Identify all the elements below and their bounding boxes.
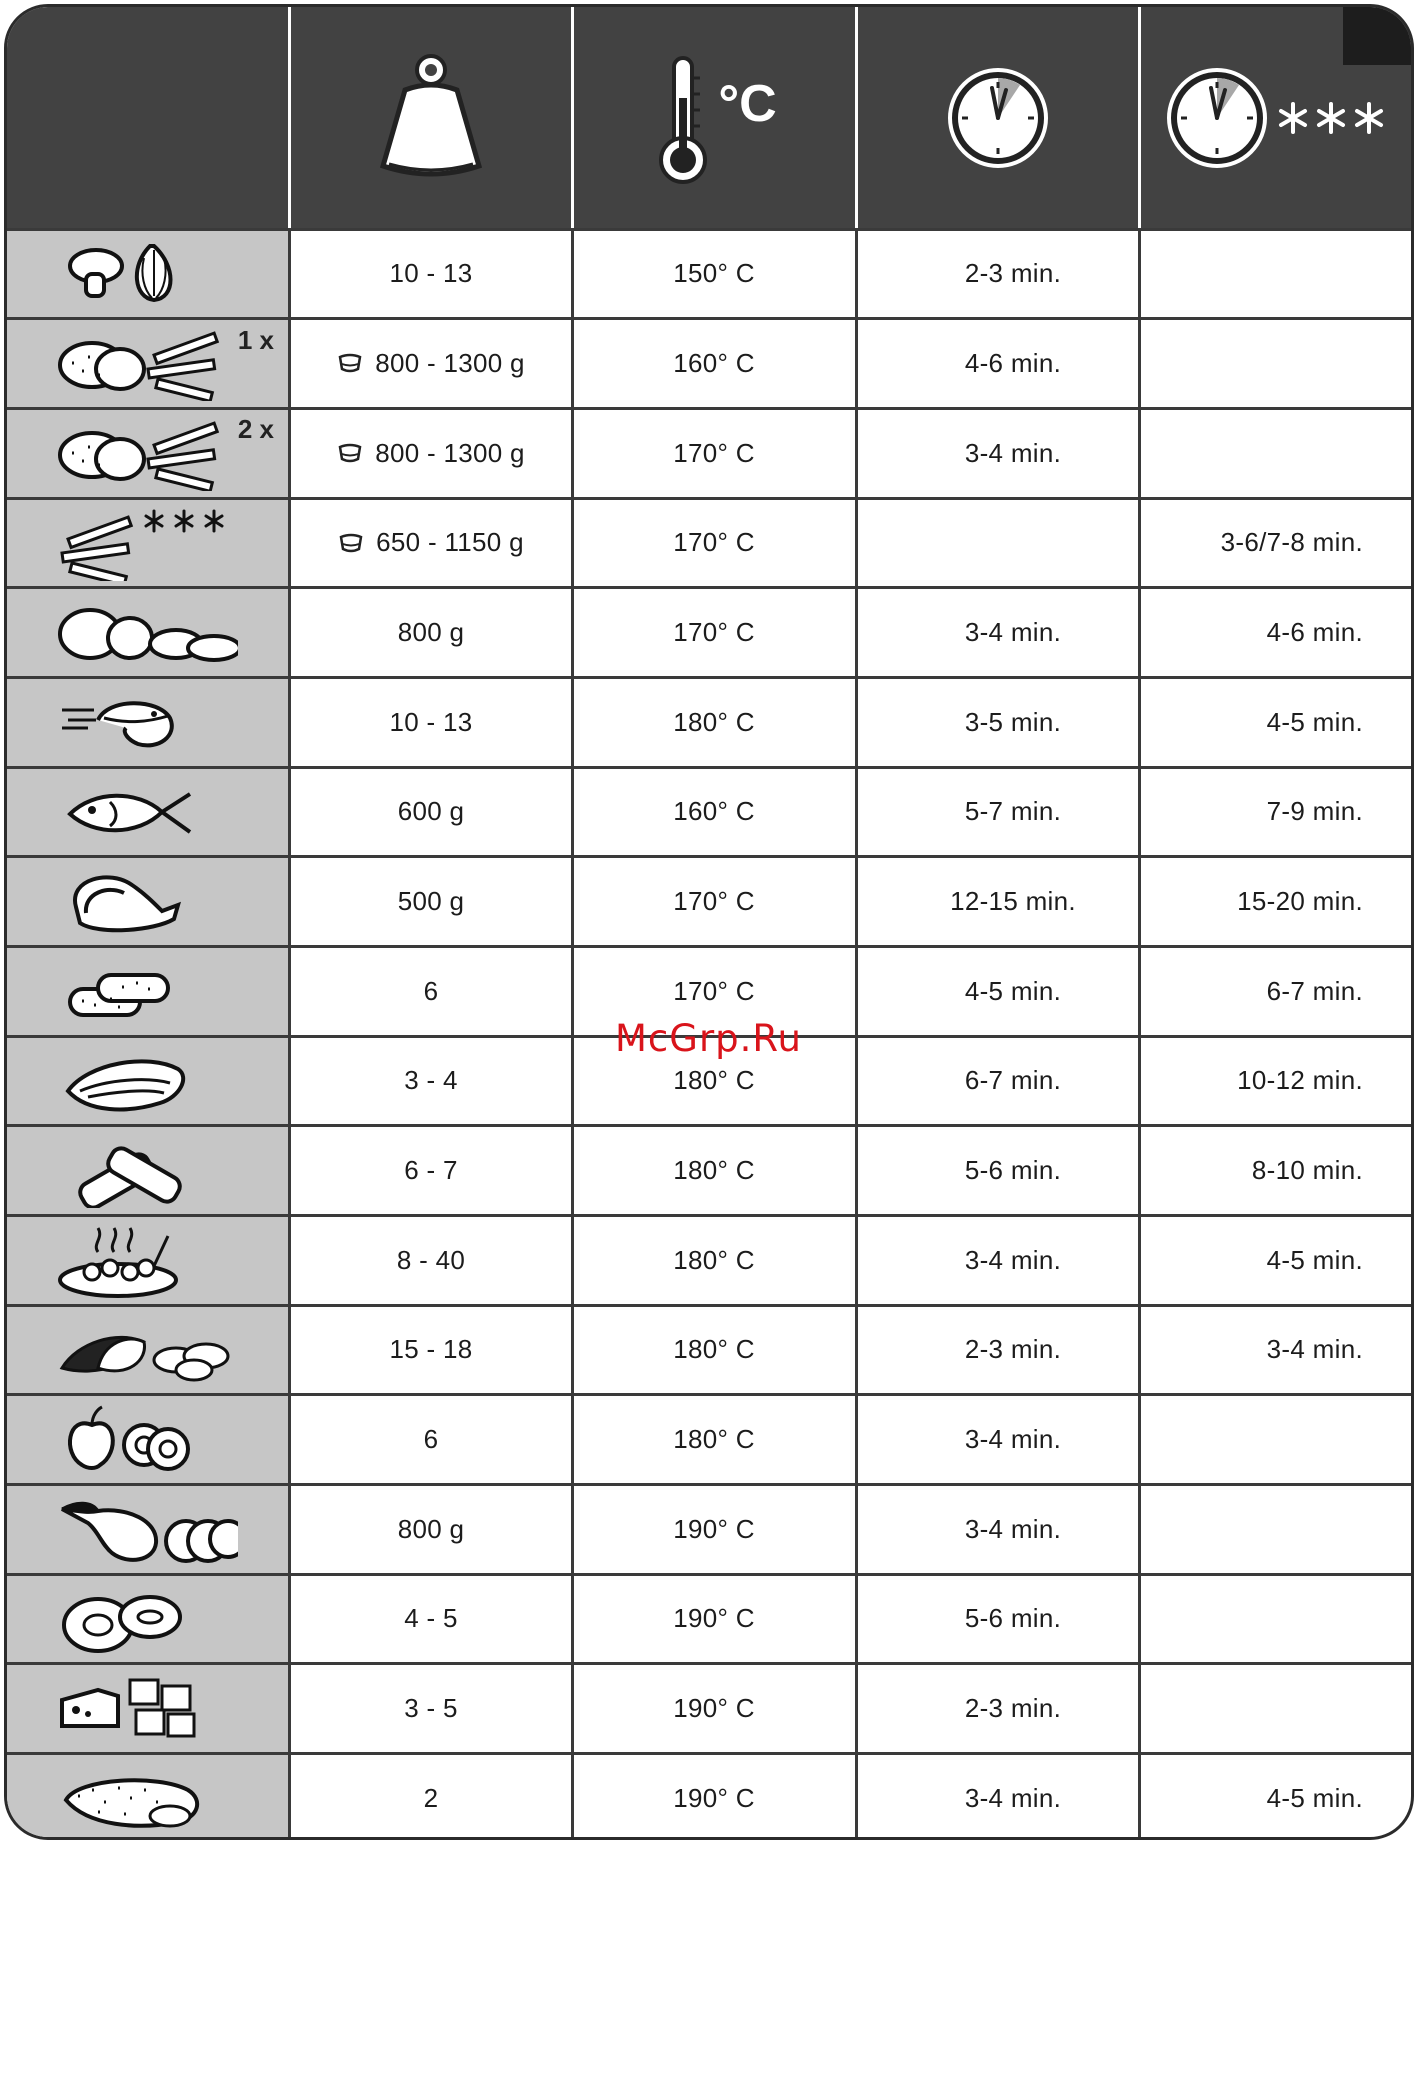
quantity-cell bbox=[291, 1484, 571, 1574]
quantity-value: 800 g bbox=[397, 1513, 465, 1544]
apple-rings-icon bbox=[58, 1401, 238, 1477]
quantity-value: 800 - 1300 g bbox=[375, 347, 525, 378]
frozen-time-value: 6-7 min. bbox=[1266, 975, 1363, 1006]
frozen-time-cell bbox=[1141, 767, 1413, 857]
header-time-cell bbox=[858, 7, 1138, 229]
table-row bbox=[7, 498, 1411, 588]
row-divider bbox=[7, 317, 1411, 320]
basket-icon bbox=[338, 533, 364, 553]
time-value: 6-7 min. bbox=[964, 1065, 1062, 1096]
potato-fries-icon bbox=[58, 415, 238, 491]
corner-block bbox=[1343, 7, 1411, 65]
temperature-cell bbox=[574, 498, 854, 588]
time-value: 3-4 min. bbox=[964, 1513, 1062, 1544]
temperature-value: 190° C bbox=[673, 1513, 755, 1544]
mussels-icon bbox=[58, 1312, 238, 1388]
time-value: 2-3 min. bbox=[964, 1334, 1062, 1365]
time-value: 3-4 min. bbox=[964, 616, 1062, 647]
temperature-value: 180° C bbox=[673, 1244, 755, 1275]
quantity-cell bbox=[291, 946, 571, 1036]
row-divider bbox=[7, 1124, 1411, 1127]
time-cell bbox=[858, 1036, 1138, 1126]
frozen-time-cell bbox=[1141, 946, 1413, 1036]
table-row bbox=[7, 1395, 1411, 1485]
pass-count-tag: 2 x bbox=[237, 414, 274, 445]
temperature-cell bbox=[574, 1484, 854, 1574]
header-temperature-cell bbox=[574, 7, 855, 229]
frozen-time-value: 8-10 min. bbox=[1251, 1154, 1363, 1185]
fondue-plate-icon bbox=[58, 1222, 238, 1298]
quantity-value: 600 g bbox=[397, 796, 465, 827]
temperature-value: 190° C bbox=[673, 1692, 755, 1723]
food-icon-cell bbox=[7, 1664, 288, 1754]
quantity-cell bbox=[291, 408, 571, 498]
frozen-time-cell bbox=[1141, 1126, 1413, 1216]
snowflakes-icon bbox=[1273, 98, 1393, 138]
frozen-time-value: 4-6 min. bbox=[1266, 616, 1363, 647]
time-cell bbox=[858, 319, 1138, 409]
row-divider bbox=[7, 497, 1411, 500]
frozen-time-cell bbox=[1141, 588, 1413, 678]
onion-rings-icon bbox=[58, 1581, 238, 1657]
frozen-time-cell bbox=[1141, 1484, 1413, 1574]
food-icon-cell bbox=[7, 767, 288, 857]
frozen-time-cell bbox=[1141, 1753, 1413, 1840]
basket-icon bbox=[337, 353, 363, 373]
quantity-cell bbox=[291, 498, 571, 588]
frozen-time-cell bbox=[1141, 408, 1413, 498]
food-icon-cell bbox=[7, 1215, 288, 1305]
food-icon-cell bbox=[7, 588, 288, 678]
table-row bbox=[7, 319, 1411, 409]
header-weight-cell bbox=[291, 7, 571, 229]
frozen-time-cell bbox=[1141, 677, 1413, 767]
table-row bbox=[7, 1664, 1411, 1754]
quantity-value: 4 - 5 bbox=[404, 1603, 458, 1634]
temperature-value: 180° C bbox=[673, 1154, 755, 1185]
watermark: McGrp.Ru bbox=[615, 1017, 802, 1060]
quantity-value: 500 g bbox=[397, 885, 465, 916]
quantity-value: 10 - 13 bbox=[389, 258, 473, 289]
quantity-cell bbox=[291, 319, 571, 409]
time-value: 5-6 min. bbox=[964, 1603, 1062, 1634]
row-divider bbox=[7, 586, 1411, 589]
quantity-cell bbox=[291, 1574, 571, 1664]
row-divider bbox=[7, 676, 1411, 679]
shrimp-icon bbox=[58, 684, 238, 760]
time-value: 3-5 min. bbox=[964, 706, 1062, 737]
food-icon-cell bbox=[7, 857, 288, 947]
temperature-cell bbox=[574, 319, 854, 409]
temperature-value: 150° C bbox=[673, 258, 755, 289]
table-row bbox=[7, 1215, 1411, 1305]
frozen-time-value: 3-6/7-8 min. bbox=[1220, 527, 1363, 558]
time-value: 3-4 min. bbox=[964, 1244, 1062, 1275]
food-icon-cell bbox=[7, 1036, 288, 1126]
row-divider bbox=[7, 855, 1411, 858]
frozen-time-cell bbox=[1141, 1215, 1413, 1305]
breaded-escalope-icon bbox=[58, 1760, 238, 1836]
eggplant-slices-icon bbox=[58, 1491, 238, 1567]
table-row bbox=[7, 1484, 1411, 1574]
table-row bbox=[7, 1574, 1411, 1664]
frozen-time-cell bbox=[1141, 1395, 1413, 1485]
food-icon-cell bbox=[7, 1126, 288, 1216]
row-divider bbox=[7, 1752, 1411, 1755]
time-cell bbox=[858, 767, 1138, 857]
frozen-time-value: 4-5 min. bbox=[1266, 706, 1363, 737]
chicken-icon bbox=[58, 863, 238, 939]
time-value: 3-4 min. bbox=[964, 437, 1062, 468]
time-cell bbox=[858, 1664, 1138, 1754]
temperature-cell bbox=[574, 677, 854, 767]
temperature-value: 170° C bbox=[673, 527, 755, 558]
row-divider bbox=[7, 766, 1411, 769]
temperature-value: 170° C bbox=[673, 616, 755, 647]
quantity-cell bbox=[291, 767, 571, 857]
frozen-time-value: 7-9 min. bbox=[1266, 796, 1363, 827]
croquettes-icon bbox=[58, 953, 238, 1029]
time-cell bbox=[858, 946, 1138, 1036]
time-cell bbox=[858, 1753, 1138, 1840]
temperature-cell bbox=[574, 1664, 854, 1754]
food-icon-cell bbox=[7, 1574, 288, 1664]
food-icon-cell bbox=[7, 319, 288, 409]
quantity-value: 6 - 7 bbox=[404, 1154, 458, 1185]
temperature-cell bbox=[574, 1753, 854, 1840]
food-icon-cell bbox=[7, 408, 288, 498]
frozen-time-value: 3-4 min. bbox=[1266, 1334, 1363, 1365]
time-cell bbox=[858, 498, 1138, 588]
time-cell bbox=[858, 857, 1138, 947]
frozen-time-cell bbox=[1141, 857, 1413, 947]
frozen-time-cell bbox=[1141, 498, 1413, 588]
quantity-value: 2 bbox=[423, 1782, 439, 1813]
row-divider bbox=[7, 1573, 1411, 1576]
temperature-value: 180° C bbox=[673, 1334, 755, 1365]
time-cell bbox=[858, 1215, 1138, 1305]
clock-icon bbox=[946, 66, 1050, 170]
table-row bbox=[7, 588, 1411, 678]
table-row bbox=[7, 677, 1411, 767]
time-cell bbox=[858, 1395, 1138, 1485]
quantity-cell bbox=[291, 1664, 571, 1754]
temperature-value: 180° C bbox=[673, 706, 755, 737]
temperature-value: 180° C bbox=[673, 1423, 755, 1454]
time-cell bbox=[858, 229, 1138, 319]
quantity-cell bbox=[291, 857, 571, 947]
temperature-value: 170° C bbox=[673, 975, 755, 1006]
table-row bbox=[7, 1753, 1411, 1840]
frozen-time-value: 4-5 min. bbox=[1266, 1782, 1363, 1813]
quantity-value: 3 - 4 bbox=[404, 1065, 458, 1096]
fish-icon bbox=[58, 774, 238, 850]
food-icon-cell bbox=[7, 946, 288, 1036]
time-cell bbox=[858, 677, 1138, 767]
time-cell bbox=[858, 1305, 1138, 1395]
celsius-label: °C bbox=[718, 75, 777, 133]
food-icon-cell bbox=[7, 677, 288, 767]
temperature-cell bbox=[574, 857, 854, 947]
food-icon-cell bbox=[7, 229, 288, 319]
temperature-cell bbox=[574, 1126, 854, 1216]
frying-chart bbox=[4, 4, 1414, 1840]
quantity-cell bbox=[291, 1036, 571, 1126]
row-divider bbox=[7, 945, 1411, 948]
quantity-cell bbox=[291, 1215, 571, 1305]
temperature-cell bbox=[574, 767, 854, 857]
temperature-cell bbox=[574, 229, 854, 319]
food-icon-cell bbox=[7, 498, 288, 588]
food-icon-cell bbox=[7, 1484, 288, 1574]
quantity-value: 6 bbox=[423, 975, 439, 1006]
spring-rolls-icon bbox=[58, 1132, 238, 1208]
food-icon-cell bbox=[7, 1753, 288, 1840]
quantity-cell bbox=[291, 1126, 571, 1216]
potato-slices-icon bbox=[58, 594, 238, 670]
time-value: 4-5 min. bbox=[964, 975, 1062, 1006]
table-row bbox=[7, 229, 1411, 319]
row-divider bbox=[7, 407, 1411, 410]
header-food-cell bbox=[7, 7, 288, 229]
time-value: 3-4 min. bbox=[964, 1782, 1062, 1813]
time-value: 3-4 min. bbox=[964, 1423, 1062, 1454]
frozen-time-cell bbox=[1141, 1664, 1413, 1754]
row-divider bbox=[7, 1393, 1411, 1396]
row-divider bbox=[7, 1214, 1411, 1217]
food-icon-cell bbox=[7, 1305, 288, 1395]
temperature-value: 170° C bbox=[673, 437, 755, 468]
time-value: 5-7 min. bbox=[964, 796, 1062, 827]
quantity-value: 650 - 1150 g bbox=[376, 527, 524, 558]
quantity-value: 6 bbox=[423, 1423, 439, 1454]
time-value: 2-3 min. bbox=[964, 258, 1062, 289]
frozen-fries-icon bbox=[58, 505, 238, 581]
time-cell bbox=[858, 1574, 1138, 1664]
quantity-value: 800 - 1300 g bbox=[375, 437, 525, 468]
time-value: 4-6 min. bbox=[964, 347, 1062, 378]
fillet-icon bbox=[58, 1043, 238, 1119]
frozen-time-value: 15-20 min. bbox=[1237, 885, 1363, 916]
chart-header bbox=[7, 7, 1411, 229]
quantity-cell bbox=[291, 1305, 571, 1395]
quantity-cell bbox=[291, 1753, 571, 1840]
time-cell bbox=[858, 1484, 1138, 1574]
row-divider bbox=[7, 1483, 1411, 1486]
quantity-cell bbox=[291, 229, 571, 319]
quantity-value: 10 - 13 bbox=[389, 706, 473, 737]
time-value: 12-15 min. bbox=[950, 885, 1076, 916]
quantity-cell bbox=[291, 677, 571, 767]
temperature-value: 190° C bbox=[673, 1603, 755, 1634]
quantity-value: 800 g bbox=[397, 616, 465, 647]
temperature-cell bbox=[574, 408, 854, 498]
table-row bbox=[7, 408, 1411, 498]
table-row bbox=[7, 767, 1411, 857]
weight-icon bbox=[371, 48, 491, 188]
temperature-value: 180° C bbox=[673, 1065, 755, 1096]
pass-count-tag: 1 x bbox=[237, 324, 274, 355]
temperature-cell bbox=[574, 1574, 854, 1664]
row-divider bbox=[7, 1662, 1411, 1665]
time-cell bbox=[858, 1126, 1138, 1216]
food-icon-cell bbox=[7, 1395, 288, 1485]
frozen-clock-icon bbox=[1165, 66, 1269, 170]
table-row bbox=[7, 1126, 1411, 1216]
table-row bbox=[7, 857, 1411, 947]
temperature-value: 160° C bbox=[673, 347, 755, 378]
quantity-value: 8 - 40 bbox=[396, 1244, 466, 1275]
temperature-cell bbox=[574, 1215, 854, 1305]
time-value: 2-3 min. bbox=[964, 1692, 1062, 1723]
cheese-cubes-icon bbox=[58, 1670, 238, 1746]
temperature-cell bbox=[574, 1395, 854, 1485]
time-cell bbox=[858, 408, 1138, 498]
frozen-time-cell bbox=[1141, 319, 1413, 409]
row-divider bbox=[7, 1304, 1411, 1307]
potato-fries-icon bbox=[58, 325, 238, 401]
temperature-value: 160° C bbox=[673, 796, 755, 827]
frozen-time-cell bbox=[1141, 1036, 1413, 1126]
time-cell bbox=[858, 588, 1138, 678]
frozen-time-value: 10-12 min. bbox=[1237, 1065, 1363, 1096]
temperature-value: 170° C bbox=[673, 885, 755, 916]
thermometer-icon bbox=[652, 48, 712, 188]
mushroom-onion-icon bbox=[58, 236, 238, 312]
frozen-time-cell bbox=[1141, 1305, 1413, 1395]
temperature-cell bbox=[574, 1305, 854, 1395]
quantity-cell bbox=[291, 1395, 571, 1485]
frozen-time-value: 4-5 min. bbox=[1266, 1244, 1363, 1275]
basket-icon bbox=[337, 443, 363, 463]
time-value: 5-6 min. bbox=[964, 1154, 1062, 1185]
temperature-value: 190° C bbox=[673, 1782, 755, 1813]
quantity-value: 15 - 18 bbox=[389, 1334, 473, 1365]
frozen-time-cell bbox=[1141, 229, 1413, 319]
quantity-cell bbox=[291, 588, 571, 678]
temperature-cell bbox=[574, 588, 854, 678]
table-row bbox=[7, 1305, 1411, 1395]
quantity-value: 3 - 5 bbox=[404, 1692, 458, 1723]
header-divider bbox=[7, 228, 1411, 231]
frozen-time-cell bbox=[1141, 1574, 1413, 1664]
